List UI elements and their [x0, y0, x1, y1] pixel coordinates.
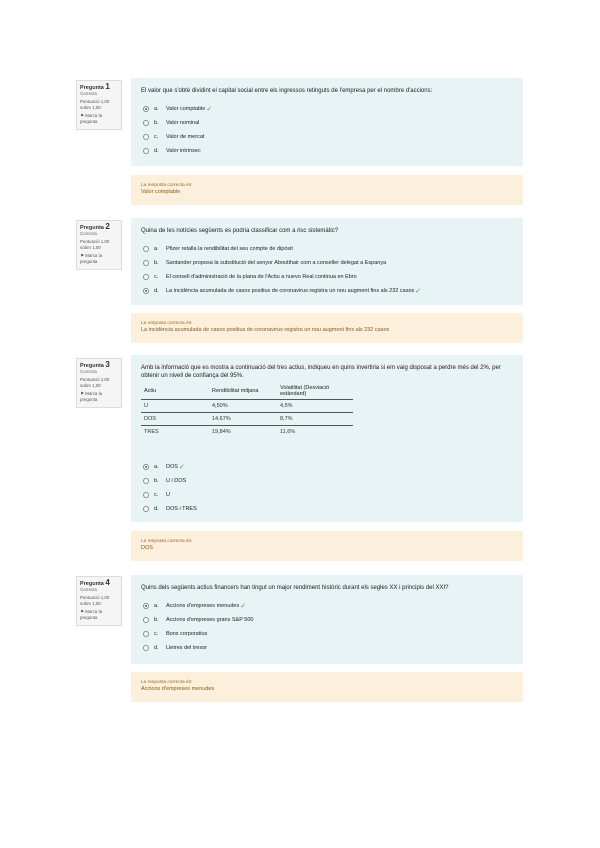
flag-question-link[interactable]: ⚑ Marca la pregunta [80, 113, 103, 124]
feedback-text: Accions d'empreses menudes [141, 686, 215, 692]
answer-option[interactable]: d. La incidència acumulada de casos positius de coronavirus registra un nou augment fins als 232 casos ✓ [141, 284, 513, 298]
feedback-label: La resposta correcta és: [141, 539, 193, 544]
answer-option[interactable]: c. Bons corporatius [141, 627, 513, 641]
radio-button[interactable] [143, 478, 149, 484]
question-info [76, 80, 122, 130]
feedback-label: La resposta correcta és: [141, 321, 193, 326]
question-score: Puntuació 1,00 [80, 239, 110, 244]
flag-question-link[interactable]: ⚑ Marca la pregunta [80, 609, 103, 620]
radio-button[interactable] [143, 617, 149, 623]
radio-button[interactable] [143, 645, 149, 651]
flag-icon: ⚑ [80, 253, 84, 258]
check-icon: ✓ [178, 464, 185, 471]
asset-table [141, 383, 353, 438]
question-score: Puntuació 1,00 [80, 377, 110, 382]
radio-button[interactable] [143, 492, 149, 498]
answer-option[interactable]: d. Lletres del tresor [141, 641, 513, 655]
flag-icon: ⚑ [80, 609, 84, 614]
radio-button[interactable] [143, 603, 149, 609]
table-header: Actiu [141, 383, 209, 400]
question-text: Amb la informació que es mostra a continuació del tres actius, indiqueu en quins invertiria si em vaig disposat a perdre més del 2%, per obtenir un nivell de confiança del 95%. [141, 365, 501, 379]
question-number: Pregunta 1 [80, 82, 110, 91]
correct-answer-feedback [131, 672, 523, 702]
answer-option[interactable]: b. U i DOS [141, 474, 513, 488]
answer-option[interactable]: a. DOS ✓ [141, 460, 513, 474]
answer-option[interactable]: d. Valor intrínsec [141, 144, 513, 158]
question-score-of: sobre 1,00 [80, 601, 101, 606]
question-state: Correcta [80, 369, 97, 374]
question-state: Correcta [80, 231, 97, 236]
answer-option[interactable]: c. El consell d'administració de la plana de l'Actiu a nuevo Real continua en Ebro [141, 270, 513, 284]
answer-list [141, 102, 513, 158]
question-content [131, 355, 523, 522]
radio-button[interactable] [143, 288, 149, 294]
question-info [76, 358, 122, 408]
feedback-label: La resposta correcta és: [141, 680, 193, 685]
question-text: El valor que s'obté dividint el capital social entre els ingressos retinguts de l'empresa per el nombre d'accions: [141, 88, 433, 94]
flag-icon: ⚑ [80, 391, 84, 396]
table-header: Rendibilitat mitjana [209, 383, 277, 400]
radio-button[interactable] [143, 106, 149, 112]
answer-list [141, 242, 513, 298]
table-row: U 4,50% 4,5% [144, 403, 293, 409]
table-row: TRES 19,84% 11,6% [141, 426, 353, 439]
feedback-text: Valor comptable [141, 189, 181, 195]
question-text: Quins dels següents actius financers han tingut un major rendiment històric durant els segles XX i principis del XXI? [141, 585, 449, 591]
answer-option[interactable]: b. Accions d'empreses grans S&P 500 [141, 613, 513, 627]
answer-option[interactable]: a. Accions d'empreses menudes ✓ [141, 599, 513, 613]
answer-option[interactable]: c. Valor de mercat [141, 130, 513, 144]
question-score-of: sobre 1,00 [80, 105, 101, 110]
check-icon: ✓ [415, 288, 422, 295]
correct-answer-feedback [131, 175, 523, 205]
question-number: Pregunta 3 [80, 360, 110, 369]
question-info [76, 576, 122, 626]
question-score: Puntuació 1,00 [80, 99, 110, 104]
answer-option[interactable]: b. Santander proposa la substitució del senyor Aboutihair com a conseller delegat a Espanya [141, 256, 513, 270]
radio-button[interactable] [143, 464, 149, 470]
feedback-text: DOS [141, 545, 153, 551]
question-number: Pregunta 2 [80, 222, 110, 231]
answer-option[interactable]: a. Valor comptable ✓ [141, 102, 513, 116]
radio-button[interactable] [143, 506, 149, 512]
answer-list [141, 460, 513, 516]
question-content [131, 78, 523, 166]
flag-question-link[interactable]: ⚑ Marca la pregunta [80, 253, 103, 264]
answer-option[interactable]: b. Valor nominal [141, 116, 513, 130]
question-score-of: sobre 1,00 [80, 245, 101, 250]
check-icon: ✓ [206, 106, 213, 113]
question-info [76, 220, 122, 270]
question-score-of: sobre 1,00 [80, 383, 101, 388]
radio-button[interactable] [143, 134, 149, 140]
flag-question-link[interactable]: ⚑ Marca la pregunta [80, 391, 103, 402]
radio-button[interactable] [143, 246, 149, 252]
check-icon: ✓ [240, 603, 247, 610]
radio-button[interactable] [143, 274, 149, 280]
answer-option[interactable]: d. DOS i TRES [141, 502, 513, 516]
question-state: Correcta [80, 587, 97, 592]
feedback-label: La resposta correcta és: [141, 183, 193, 188]
question-state: Correcta [80, 91, 97, 96]
correct-answer-feedback [131, 313, 523, 343]
feedback-text: La incidència acumulada de casos positius de coronavirus registra un nou augment fins als 232 casos [141, 327, 390, 333]
answer-option[interactable]: c. U [141, 488, 513, 502]
question-content [131, 218, 523, 305]
radio-button[interactable] [143, 260, 149, 266]
table-row: DOS 14,67% 8,7% [141, 413, 353, 426]
correct-answer-feedback [131, 531, 523, 561]
table-header: Volatilitat (Desviació estàndard) [277, 383, 353, 400]
answer-option[interactable]: a. Pfizer retalla la rendibilitat del seu compte de dipòsit [141, 242, 513, 256]
question-content [131, 575, 523, 664]
question-score: Puntuació 1,00 [80, 595, 110, 600]
question-text: Quina de les notícies següents es podria classificar com a risc sistemàtic? [141, 228, 339, 234]
radio-button[interactable] [143, 120, 149, 126]
answer-list [141, 599, 513, 655]
question-number: Pregunta 4 [80, 578, 110, 587]
flag-icon: ⚑ [80, 113, 84, 118]
radio-button[interactable] [143, 631, 149, 637]
radio-button[interactable] [143, 148, 149, 154]
